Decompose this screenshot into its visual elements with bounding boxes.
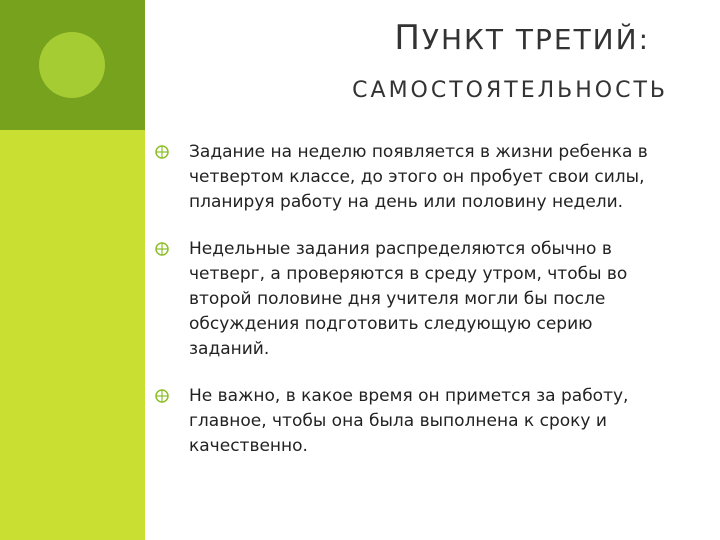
title-initial: П: [394, 18, 422, 58]
slide-title-line1: [394, 18, 650, 58]
bullet-list: [155, 140, 675, 481]
bullet-item: [155, 140, 675, 215]
bullet-item: [155, 384, 675, 459]
bullet-text: Задание на неделю появляется в жизни ребенка в четвертом классе, до этого он пробует свои силы, планируя работу на день или половину недели.: [189, 142, 648, 212]
slide-title-line2: САМОСТОЯТЕЛЬНОСТЬ: [352, 78, 668, 103]
title-rest: УНКТ ТРЕТИЙ:: [421, 23, 650, 56]
bullet-text: Недельные задания распределяются обычно в четверг, а проверяются в среду утром, чтобы во второй половине дня учителя могли бы после обсуждения подготовить следующую серию заданий.: [189, 239, 628, 359]
bullet-item: [155, 237, 675, 362]
target-bullet-icon: [155, 145, 169, 159]
target-bullet-icon: [155, 389, 169, 403]
target-bullet-icon: [155, 242, 169, 256]
sidebar-accent-bar: [0, 130, 145, 540]
decorative-circle: [39, 32, 105, 98]
bullet-text: Не важно, в какое время он примется за работу, главное, чтобы она была выполнена к сроку и качественно.: [189, 386, 629, 456]
